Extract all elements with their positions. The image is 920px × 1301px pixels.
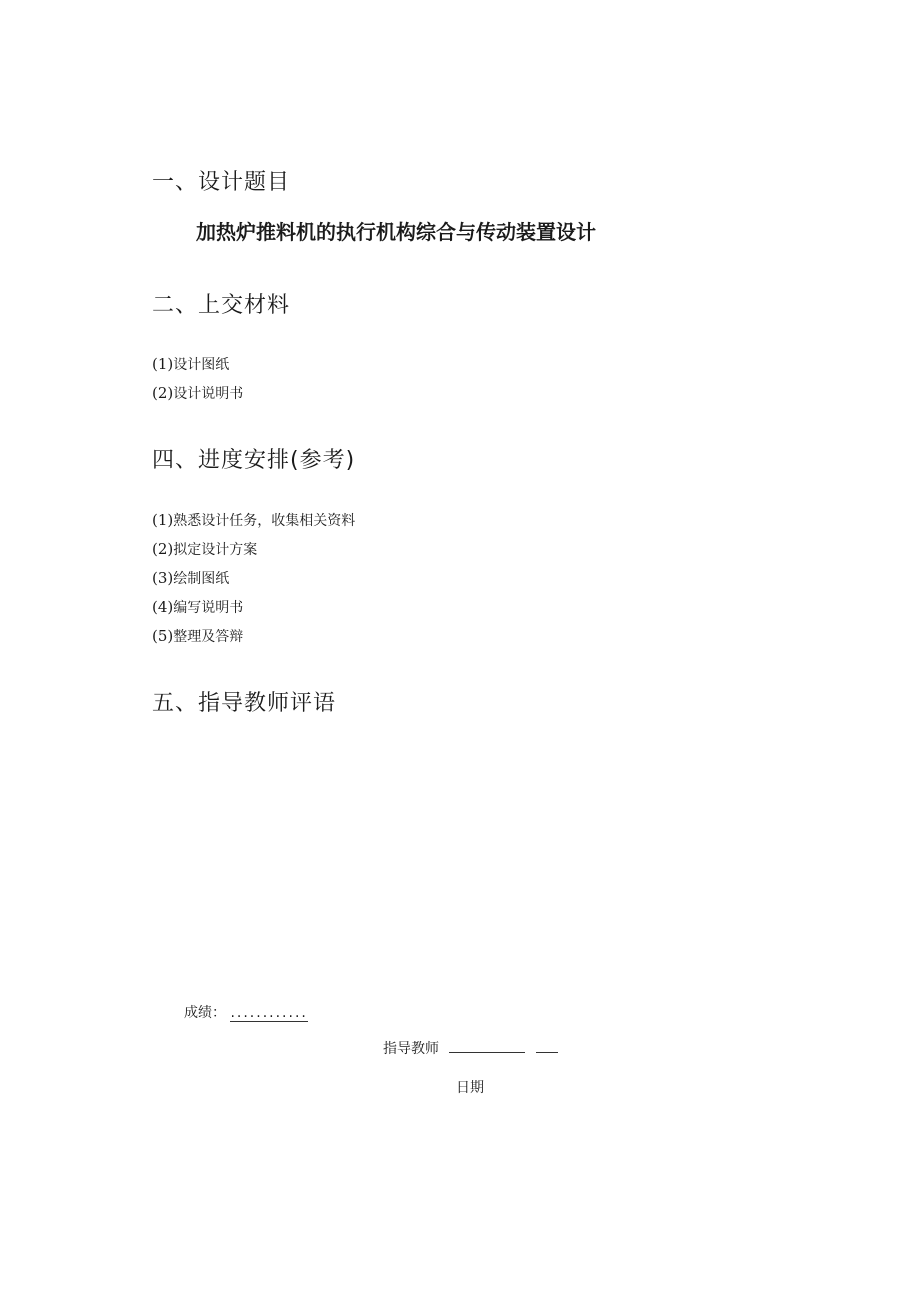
list-item	[152, 354, 229, 374]
advisor-signature-line[interactable]	[449, 1038, 525, 1053]
section-heading-comments: 五、指导教师评语	[152, 691, 337, 716]
advisor-signature-line-tail[interactable]	[536, 1038, 558, 1053]
list-item-number: (1)	[152, 511, 174, 529]
list-item	[152, 510, 355, 530]
list-item	[152, 568, 229, 588]
section-heading-materials: 二、上交材料	[152, 293, 291, 318]
list-item-text: 编写说明书	[173, 600, 244, 616]
list-item-number: (3)	[152, 569, 174, 587]
list-item	[152, 626, 243, 646]
date-label: 日期	[456, 1080, 484, 1096]
list-item-text: 设计说明书	[173, 386, 244, 402]
advisor-row	[383, 1038, 558, 1058]
list-item	[152, 597, 243, 617]
list-item-text: 拟定设计方案	[173, 542, 258, 558]
grade-row	[184, 1002, 308, 1022]
list-item	[152, 383, 243, 403]
grade-label: 成绩：	[184, 1005, 226, 1021]
list-item-text: 整理及答辩	[173, 629, 244, 645]
list-item-number: (4)	[152, 598, 174, 616]
list-item-number: (2)	[152, 384, 174, 402]
list-item-text: 熟悉设计任务，收集相关资料	[173, 513, 356, 529]
list-item-number: (2)	[152, 540, 174, 558]
design-topic-title: 加热炉推料机的执行机构综合与传动装置设计	[196, 220, 596, 244]
advisor-label: 指导教师	[383, 1041, 439, 1057]
section-heading-schedule: 四、进度安排(参考)	[152, 448, 356, 473]
list-item-text: 设计图纸	[173, 357, 230, 373]
list-item-text: 绘制图纸	[173, 571, 230, 587]
list-item	[152, 539, 257, 559]
section-heading-design-topic: 一、设计题目	[152, 170, 291, 195]
list-item-number: (1)	[152, 355, 174, 373]
list-item-number: (5)	[152, 627, 174, 645]
grade-field[interactable]: ............	[230, 1005, 308, 1021]
